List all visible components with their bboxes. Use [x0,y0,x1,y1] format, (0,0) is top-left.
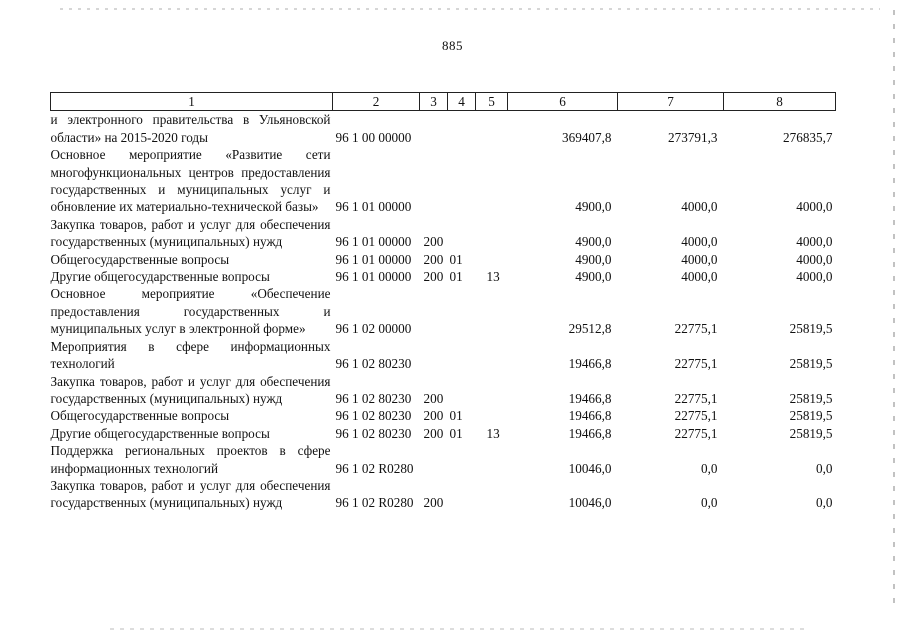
item-name [51,268,333,285]
table-row [51,216,836,251]
amount-col7: 0,0 [701,495,718,511]
amount-col6: 19466,8 [568,425,612,441]
subsection-code [476,216,508,251]
subsection-code [476,338,508,373]
item-name-text: Закупка товаров, работ и услуг для обеспечения государственных (муниципальных) нужд [50,373,331,406]
item-name-text: Мероприятия в сфере информационных технологий [50,338,331,372]
amount-col7: 273791,3 [668,129,718,145]
amount-col8: 276835,7 [783,129,833,145]
target-article-code: 96 1 01 00000 [335,234,412,250]
table-row [51,111,836,146]
target-article-code: 96 1 02 80230 [335,425,412,441]
amount-col8: 25819,5 [789,356,833,372]
section-code: 01 [449,425,463,441]
amount-col6: 369407,8 [562,129,612,145]
amount-col6: 4900,0 [575,234,612,250]
expense-type-code: 200 [423,408,444,424]
amount-col7: 22775,1 [674,321,718,337]
item-name-text: Закупка товаров, работ и услуг для обеспечения государственных (муниципальных) нужд [50,477,331,511]
amount-col6: 19466,8 [568,408,612,424]
subsection-code [476,251,508,268]
expense-type-code [420,146,448,216]
target-article-code: 96 1 02 80230 [335,390,412,406]
column-header: 1 [51,93,333,111]
scan-artifact-bottom [110,628,810,630]
item-name-text: и электронного правительства в Ульяновской области» на 2015-2020 годы [50,112,331,145]
amount-col8: 4000,0 [796,269,833,285]
expense-type-code [420,338,448,373]
subsection-code [476,373,508,408]
amount-col7: 4000,0 [681,199,718,215]
budget-table [50,92,836,512]
amount-col8: 4000,0 [796,199,833,215]
amount-col8: 25819,5 [789,408,833,424]
amount-col7: 22775,1 [674,408,718,424]
amount-col6: 4900,0 [575,199,612,215]
subsection-code [476,285,508,337]
amount-col8: 4000,0 [796,251,833,267]
amount-col7: 4000,0 [681,251,718,267]
table-row [51,146,836,216]
amount-col7: 22775,1 [674,425,718,441]
column-header: 8 [724,93,836,111]
target-article-code: 96 1 02 00000 [335,321,412,337]
item-name-text: Закупка товаров, работ и услуг для обеспечения государственных (муниципальных) нужд [50,216,331,250]
table-row [51,285,836,337]
item-name-text: Другие общегосударственные вопросы [50,425,270,441]
amount-col7: 4000,0 [681,234,718,250]
budget-table-container [50,92,835,512]
amount-col7: 4000,0 [681,269,718,285]
expense-type-code [420,285,448,337]
section-code [448,285,476,337]
section-code [448,373,476,408]
target-article-code: 96 1 02 R0280 [335,460,414,476]
table-row [51,407,836,424]
item-name [51,285,333,337]
section-code [448,146,476,216]
amount-col6: 19466,8 [568,390,612,406]
column-header: 2 [333,93,420,111]
expense-type-code: 200 [423,390,444,406]
section-code: 01 [449,408,463,424]
target-article-code: 96 1 02 80230 [335,408,412,424]
amount-col8: 25819,5 [789,390,833,406]
expense-type-code: 200 [423,495,444,511]
column-header: 3 [420,93,448,111]
scan-artifact-top [60,8,880,10]
amount-col7: 0,0 [701,460,718,476]
section-code [448,338,476,373]
item-name [51,373,333,408]
section-code [448,216,476,251]
item-name [51,338,333,373]
item-name-text: Основное мероприятие «Обеспечение предоставления государственных и муниципальных услуг в электронной форме» [50,286,331,337]
item-name-text: Общегосударственные вопросы [50,408,230,424]
subsection-code: 13 [486,425,500,441]
target-article-code: 96 1 00 00000 [335,129,412,145]
subsection-code: 13 [486,269,500,285]
item-name [51,477,333,512]
expense-type-code: 200 [423,269,444,285]
amount-col6: 10046,0 [568,460,612,476]
item-name [51,442,333,477]
item-name [51,407,333,424]
target-article-code: 96 1 02 R0280 [335,495,414,511]
item-name-text: Общегосударственные вопросы [50,251,230,267]
expense-type-code: 200 [423,251,444,267]
section-code [448,442,476,477]
table-row [51,477,836,512]
column-number-header-row [51,93,836,111]
table-row [51,373,836,408]
expense-type-code: 200 [423,234,444,250]
amount-col8: 0,0 [816,460,833,476]
section-code: 01 [449,269,463,285]
subsection-code [476,407,508,424]
amount-col7: 22775,1 [674,356,718,372]
table-row [51,268,836,285]
amount-col6: 10046,0 [568,495,612,511]
subsection-code [476,442,508,477]
subsection-code [476,111,508,146]
item-name-text: Другие общегосударственные вопросы [50,269,270,285]
amount-col8: 0,0 [816,495,833,511]
amount-col7: 22775,1 [674,390,718,406]
amount-col8: 4000,0 [796,234,833,250]
amount-col6: 29512,8 [568,321,612,337]
section-code: 01 [449,251,463,267]
expense-type-code: 200 [423,425,444,441]
amount-col6: 4900,0 [575,269,612,285]
column-header: 4 [448,93,476,111]
target-article-code: 96 1 01 00000 [335,251,412,267]
amount-col6: 19466,8 [568,356,612,372]
column-header: 5 [476,93,508,111]
scan-artifact-right [893,10,895,610]
amount-col6: 4900,0 [575,251,612,267]
item-name [51,251,333,268]
subsection-code [476,477,508,512]
column-header: 6 [508,93,618,111]
amount-col8: 25819,5 [789,425,833,441]
expense-type-code [420,442,448,477]
page-number: 885 [442,38,463,53]
table-row [51,425,836,442]
section-code [448,477,476,512]
target-article-code: 96 1 02 80230 [335,356,412,372]
subsection-code [476,146,508,216]
item-name [51,111,333,146]
table-row [51,251,836,268]
item-name [51,216,333,251]
table-row [51,442,836,477]
target-article-code: 96 1 01 00000 [335,199,412,215]
column-header: 7 [618,93,724,111]
table-row [51,338,836,373]
section-code [448,111,476,146]
item-name [51,146,333,216]
item-name-text: Основное мероприятие «Развитие сети многофункциональных центров предоставления государственных и муниципальных услуг и обновление их материально-технической базы» [50,147,331,215]
expense-type-code [420,111,448,146]
item-name-text: Поддержка региональных проектов в сфере информационных технологий [50,443,331,476]
amount-col8: 25819,5 [789,321,833,337]
item-name [51,425,333,442]
target-article-code: 96 1 01 00000 [335,269,412,285]
